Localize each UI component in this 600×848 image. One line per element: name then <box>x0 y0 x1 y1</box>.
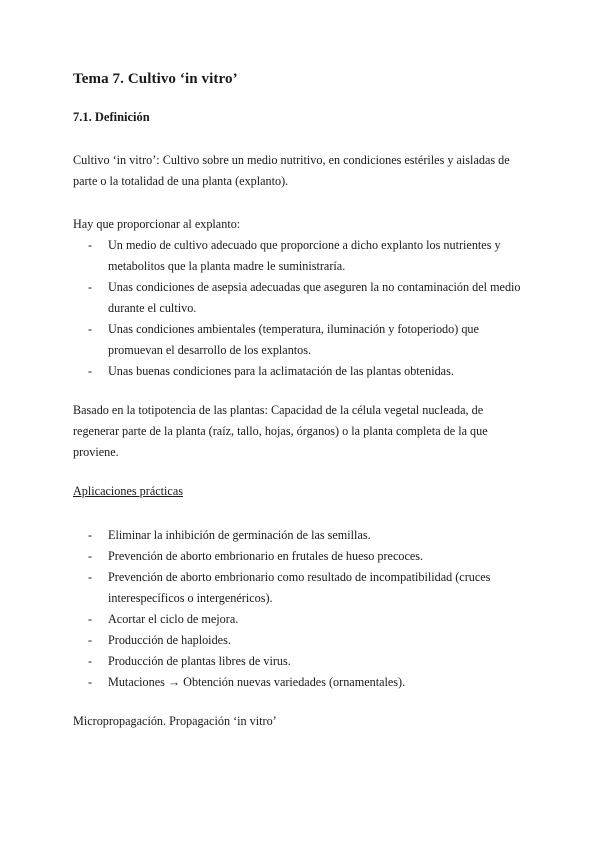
list-item <box>88 672 528 693</box>
bullet-dash: - <box>88 612 93 626</box>
list-item-text: Prevención de aborto embrionario en frutales de hueso precoces. <box>108 549 424 563</box>
list-item <box>88 235 528 277</box>
list-item-text: Producción de plantas libres de virus. <box>108 654 291 668</box>
bullet-dash: - <box>88 570 93 584</box>
list-item-text: Unas buenas condiciones para la aclimatación de las plantas obtenidas. <box>108 364 454 378</box>
list-item-text: Unas condiciones ambientales (temperatura, iluminación y fotoperiodo) que promuevan el desarrollo de los explantos. <box>108 322 479 357</box>
totipotency-paragraph: Basado en la totipotencia de las plantas: Capacidad de la célula vegetal nucleada, de regenerar parte de la planta (raíz, tallo, hojas, órganos) o la planta completa de la que proviene. <box>73 403 488 459</box>
bullet-dash: - <box>88 364 93 378</box>
list-item <box>88 361 528 382</box>
bullet-dash: - <box>88 549 93 563</box>
list-item-text: Prevención de aborto embrionario como resultado de incompatibilidad (cruces interespecíficos o intergenéricos). <box>108 570 491 605</box>
list-item-text: Producción de haploides. <box>108 633 231 647</box>
requirements-list <box>88 235 528 382</box>
list-item-text: Mutaciones → Obtención nuevas variedades (ornamentales). <box>108 675 406 689</box>
list-item <box>88 651 528 672</box>
list-item-text: Eliminar la inhibición de germinación de las semillas. <box>108 528 371 542</box>
list-item-text: Un medio de cultivo adecuado que proporcione a dicho explanto los nutrientes y metabolitos que la planta madre le suministraría. <box>108 238 501 273</box>
bullet-dash: - <box>88 654 93 668</box>
list-item <box>88 609 528 630</box>
definition-paragraph: Cultivo ‘in vitro’: Cultivo sobre un medio nutritivo, en condiciones estériles y aisladas de parte o la totalidad de una planta (explanto). <box>73 153 510 188</box>
section-title: 7.1. Definición <box>73 110 150 124</box>
intro-paragraph: Hay que proporcionar al explanto: <box>73 217 241 231</box>
list-item <box>88 319 528 361</box>
bullet-dash: - <box>88 528 93 542</box>
list-item <box>88 567 528 609</box>
applications-heading: Aplicaciones prácticas <box>73 484 183 498</box>
document-title: Tema 7. Cultivo ‘in vitro’ <box>73 71 238 87</box>
list-item-text: Unas condiciones de asepsia adecuadas que aseguren la no contaminación del medio durante el cultivo. <box>108 280 521 315</box>
bullet-dash: - <box>88 280 93 294</box>
bullet-dash: - <box>88 238 93 252</box>
list-item-text: Acortar el ciclo de mejora. <box>108 612 239 626</box>
micropropagation-heading: Micropropagación. Propagación ‘in vitro’ <box>73 714 277 728</box>
bullet-dash: - <box>88 633 93 647</box>
list-item <box>88 277 528 319</box>
applications-list <box>88 525 528 693</box>
list-item <box>88 525 528 546</box>
list-item <box>88 630 528 651</box>
bullet-dash: - <box>88 322 93 336</box>
list-item <box>88 546 528 567</box>
bullet-dash: - <box>88 675 93 689</box>
